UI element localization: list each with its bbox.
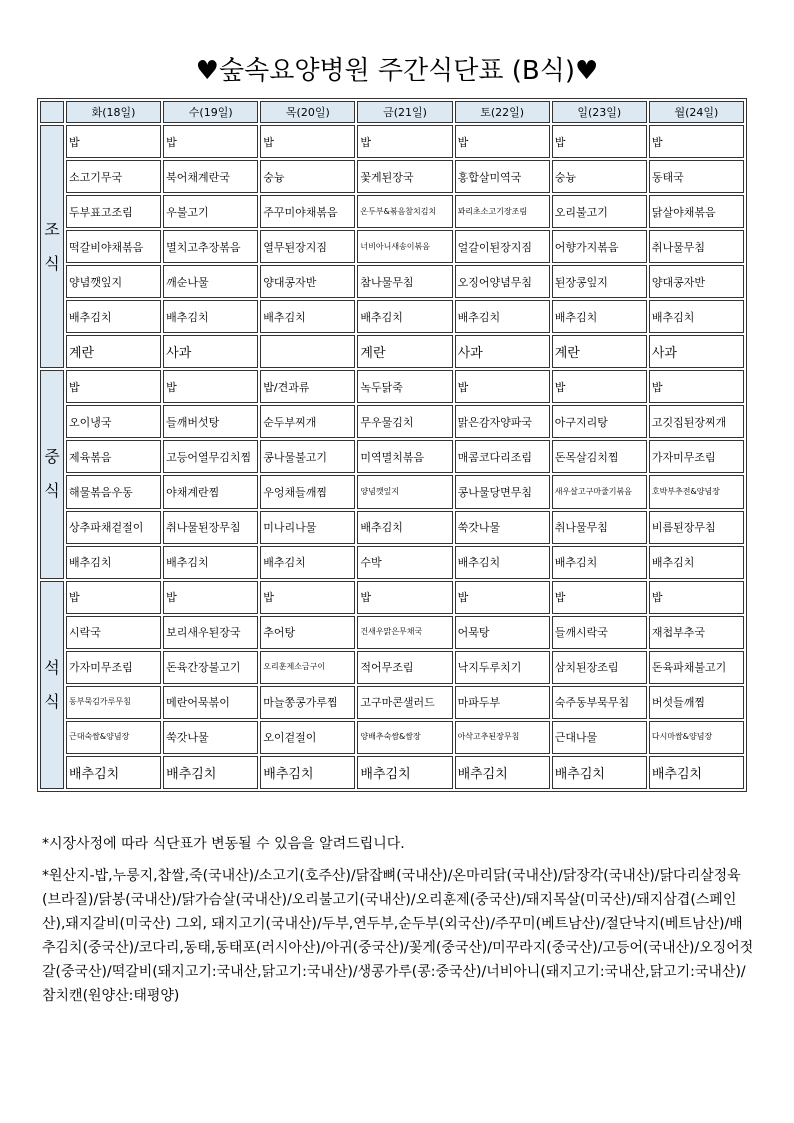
menu-item-cell: 밥 <box>163 370 258 403</box>
menu-item-cell: 아구지리탕 <box>552 405 647 438</box>
menu-item-cell: 미역멸치볶음 <box>357 440 452 473</box>
menu-item-cell: 오이냉국 <box>66 405 161 438</box>
menu-item-cell: 쑥갓나물 <box>455 511 550 544</box>
menu-item-cell: 배추김치 <box>66 546 161 579</box>
menu-item-cell: 오징어양념무침 <box>455 265 550 298</box>
menu-item-cell: 사과 <box>163 335 258 368</box>
menu-item-cell: 버섯들깨찜 <box>649 686 744 719</box>
menu-item-cell: 주꾸미야채볶음 <box>260 195 355 228</box>
menu-row <box>40 721 744 754</box>
menu-item-cell: 새우살고구마줄기볶음 <box>552 475 647 508</box>
menu-item-cell: 오리훈제소금구이 <box>260 651 355 684</box>
menu-item-cell: 취나물된장무침 <box>163 511 258 544</box>
day-header: 수(19일) <box>163 101 258 123</box>
menu-item-cell: 배추김치 <box>455 756 550 789</box>
meal-label: 석 식 <box>40 581 64 789</box>
menu-row <box>40 511 744 544</box>
menu-row <box>40 160 744 193</box>
menu-item-cell: 배추김치 <box>455 300 550 333</box>
menu-item-cell: 숭늉 <box>552 160 647 193</box>
menu-item-cell: 수박 <box>357 546 452 579</box>
menu-item-cell: 양념깻잎지 <box>66 265 161 298</box>
menu-item-cell: 추어탕 <box>260 616 355 649</box>
menu-item-cell: 근대나물 <box>552 721 647 754</box>
weekly-menu-table <box>37 98 747 792</box>
menu-row <box>40 616 744 649</box>
menu-item-cell: 건새우맑은무채국 <box>357 616 452 649</box>
menu-item-cell: 고등어열무김치찜 <box>163 440 258 473</box>
menu-row <box>40 546 744 579</box>
menu-item-cell: 된장콩잎지 <box>552 265 647 298</box>
menu-row <box>40 195 744 228</box>
menu-row <box>40 300 744 333</box>
menu-item-cell: 배추김치 <box>357 756 452 789</box>
menu-item-cell: 밥 <box>552 581 647 614</box>
menu-item-cell: 고구마콘샐러드 <box>357 686 452 719</box>
menu-item-cell: 배추김치 <box>260 300 355 333</box>
menu-item-cell: 고깃집된장찌개 <box>649 405 744 438</box>
menu-item-cell: 밥 <box>455 125 550 158</box>
menu-item-cell: 소고기무국 <box>66 160 161 193</box>
menu-item-cell: 양대콩자반 <box>649 265 744 298</box>
menu-item-cell: 취나물무침 <box>649 230 744 263</box>
notes-section <box>42 832 754 1016</box>
menu-item-cell: 마늘쫑콩가루찜 <box>260 686 355 719</box>
menu-item-cell: 양배추숙쌈&쌈장 <box>357 721 452 754</box>
menu-item-cell: 호박부추전&양념장 <box>649 475 744 508</box>
menu-item-cell: 계란 <box>357 335 452 368</box>
menu-item-cell: 낙지두루치기 <box>455 651 550 684</box>
menu-item-cell: 취나물무침 <box>552 511 647 544</box>
menu-item-cell: 돈육파채불고기 <box>649 651 744 684</box>
menu-item-cell: 오리불고기 <box>552 195 647 228</box>
menu-item-cell: 떡갈비야채볶음 <box>66 230 161 263</box>
menu-row <box>40 651 744 684</box>
menu-item-cell: 우불고기 <box>163 195 258 228</box>
menu-row <box>40 265 744 298</box>
menu-item-cell: 밥 <box>455 370 550 403</box>
menu-item-cell: 온두부&볶음참치김치 <box>357 195 452 228</box>
menu-item-cell: 무우물김치 <box>357 405 452 438</box>
menu-item-cell: 해물볶음우동 <box>66 475 161 508</box>
menu-item-cell: 밥 <box>66 125 161 158</box>
menu-item-cell: 돈육간장불고기 <box>163 651 258 684</box>
menu-item-cell: 시락국 <box>66 616 161 649</box>
menu-item-cell: 닭살야채볶음 <box>649 195 744 228</box>
day-header: 목(20일) <box>260 101 355 123</box>
menu-item-cell: 배추김치 <box>260 756 355 789</box>
menu-item-cell: 꽈리초소고기장조림 <box>455 195 550 228</box>
menu-row <box>40 581 744 614</box>
menu-item-cell: 가자미무조림 <box>66 651 161 684</box>
menu-item-cell: 어묵탕 <box>455 616 550 649</box>
menu-item-cell: 밥 <box>260 581 355 614</box>
menu-row <box>40 125 744 158</box>
menu-item-cell: 참나물무침 <box>357 265 452 298</box>
page-title: ♥숲속요양병원 주간식단표 (B식)♥ <box>195 56 599 86</box>
day-header: 금(21일) <box>357 101 452 123</box>
menu-item-cell: 멸치고추장볶음 <box>163 230 258 263</box>
menu-item-cell: 배추김치 <box>455 546 550 579</box>
menu-item-cell: 밥 <box>649 125 744 158</box>
menu-item-cell: 꽃게된장국 <box>357 160 452 193</box>
menu-item-cell: 북어채계란국 <box>163 160 258 193</box>
menu-item-cell: 보리새우된장국 <box>163 616 258 649</box>
menu-item-cell: 계란 <box>66 335 161 368</box>
menu-item-cell <box>260 335 355 368</box>
menu-item-cell: 제육볶음 <box>66 440 161 473</box>
menu-item-cell: 메란어묵볶이 <box>163 686 258 719</box>
menu-item-cell: 들깨버섯탕 <box>163 405 258 438</box>
menu-item-cell: 배추김치 <box>649 756 744 789</box>
menu-item-cell: 두부표고조림 <box>66 195 161 228</box>
menu-item-cell: 배추김치 <box>649 546 744 579</box>
day-header: 일(23일) <box>552 101 647 123</box>
menu-item-cell: 적어무조림 <box>357 651 452 684</box>
menu-item-cell: 열무된장지짐 <box>260 230 355 263</box>
menu-item-cell: 배추김치 <box>163 300 258 333</box>
menu-item-cell: 어향가지볶음 <box>552 230 647 263</box>
menu-item-cell: 너비아니새송이볶음 <box>357 230 452 263</box>
menu-item-cell: 상추파채겉절이 <box>66 511 161 544</box>
menu-item-cell: 동태국 <box>649 160 744 193</box>
origin-notice: *원산지-밥,누룽지,찹쌀,죽(국내산)/소고기(호주산)/닭잡뼈(국내산)/온마리닭(국내산)/닭장각(국내산)/닭다리살정육(브라질)/닭봉(국내산)/닭가슴살(국내산)/오리불고기(국내산)/오리훈제(중국산)/돼지목살(미국산)/돼지삼겹(스페인산),돼지갈비(미국산) 그외, 돼지고기(국내산)/두부,연두부,순두부(외국산)/주꾸미(베트남산)/절단낙지(베트남산)/배추김치(중국산)/코다리,동태,동태포(러시아산)/아귀(중국산)/꽃게(중국산)/미꾸라지(중국산)/고등어(국내산)/오징어젓갈(중국산)/떡갈비(돼지고기:국내산,닭고기:국내산)/생콩가루(콩:중국산)/너비아니(돼지고기:국내산,닭고기:국내산)/참치캔(원양산:태평양) <box>42 868 754 1004</box>
menu-item-cell: 쑥갓나물 <box>163 721 258 754</box>
day-header: 토(22일) <box>455 101 550 123</box>
menu-item-cell: 밥 <box>357 581 452 614</box>
menu-item-cell: 양대콩자반 <box>260 265 355 298</box>
menu-item-cell: 재첩부추국 <box>649 616 744 649</box>
menu-item-cell: 우엉채들깨찜 <box>260 475 355 508</box>
day-header: 월(24일) <box>649 101 744 123</box>
menu-item-cell: 깨순나물 <box>163 265 258 298</box>
menu-item-cell: 배추김치 <box>357 300 452 333</box>
meal-label: 중 식 <box>40 370 64 578</box>
menu-item-cell: 배추김치 <box>163 756 258 789</box>
menu-item-cell: 근대숙쌈&양념장 <box>66 721 161 754</box>
menu-item-cell: 녹두닭죽 <box>357 370 452 403</box>
menu-row <box>40 370 744 403</box>
menu-item-cell: 밥 <box>66 581 161 614</box>
menu-item-cell: 콩나물불고기 <box>260 440 355 473</box>
menu-item-cell: 밥 <box>552 370 647 403</box>
menu-item-cell: 밥 <box>649 370 744 403</box>
day-header: 화(18일) <box>66 101 161 123</box>
menu-item-cell: 야채계란찜 <box>163 475 258 508</box>
menu-row <box>40 686 744 719</box>
menu-item-cell: 계란 <box>552 335 647 368</box>
menu-item-cell: 아삭고추된장무침 <box>455 721 550 754</box>
menu-item-cell: 배추김치 <box>552 300 647 333</box>
menu-item-cell: 밥 <box>357 125 452 158</box>
menu-item-cell: 밥 <box>260 125 355 158</box>
menu-item-cell: 배추김치 <box>66 756 161 789</box>
corner-cell <box>40 101 64 123</box>
menu-item-cell: 숙주동부묵무침 <box>552 686 647 719</box>
menu-row <box>40 475 744 508</box>
menu-item-cell: 배추김치 <box>163 546 258 579</box>
menu-item-cell: 배추김치 <box>649 300 744 333</box>
menu-item-cell: 맑은감자양파국 <box>455 405 550 438</box>
menu-item-cell: 다시마쌈&양념장 <box>649 721 744 754</box>
menu-item-cell: 비름된장무침 <box>649 511 744 544</box>
menu-item-cell: 밥 <box>66 370 161 403</box>
menu-item-cell: 밥 <box>163 581 258 614</box>
menu-row <box>40 230 744 263</box>
menu-item-cell: 미나리나물 <box>260 511 355 544</box>
menu-item-cell: 마파두부 <box>455 686 550 719</box>
menu-item-cell: 삼치된장조림 <box>552 651 647 684</box>
menu-row <box>40 756 744 789</box>
menu-item-cell: 밥/견과류 <box>260 370 355 403</box>
menu-item-cell: 사과 <box>649 335 744 368</box>
menu-item-cell: 돈목살김치찜 <box>552 440 647 473</box>
menu-item-cell: 들깨시락국 <box>552 616 647 649</box>
menu-item-cell: 순두부찌개 <box>260 405 355 438</box>
menu-item-cell: 밥 <box>163 125 258 158</box>
menu-item-cell: 배추김치 <box>552 546 647 579</box>
menu-item-cell: 동부묵김가루무침 <box>66 686 161 719</box>
day-header-row <box>40 101 744 123</box>
menu-item-cell: 홍합살미역국 <box>455 160 550 193</box>
menu-item-cell: 밥 <box>649 581 744 614</box>
menu-row <box>40 440 744 473</box>
menu-item-cell: 배추김치 <box>552 756 647 789</box>
menu-item-cell: 배추김치 <box>260 546 355 579</box>
menu-item-cell: 얼갈이된장지짐 <box>455 230 550 263</box>
meal-label: 조 식 <box>40 125 64 368</box>
menu-item-cell: 밥 <box>552 125 647 158</box>
menu-item-cell: 콩나물당면무침 <box>455 475 550 508</box>
menu-item-cell: 배추김치 <box>66 300 161 333</box>
menu-item-cell: 양념깻잎지 <box>357 475 452 508</box>
menu-row <box>40 335 744 368</box>
menu-item-cell: 사과 <box>455 335 550 368</box>
menu-row <box>40 405 744 438</box>
price-change-notice: *시장사정에 따라 식단표가 변동될 수 있음을 알려드립니다. <box>42 836 405 852</box>
menu-item-cell: 매콤코다리조림 <box>455 440 550 473</box>
menu-item-cell: 배추김치 <box>357 511 452 544</box>
menu-item-cell: 오이겉절이 <box>260 721 355 754</box>
menu-item-cell: 가자미무조림 <box>649 440 744 473</box>
menu-item-cell: 숭늉 <box>260 160 355 193</box>
menu-item-cell: 밥 <box>455 581 550 614</box>
